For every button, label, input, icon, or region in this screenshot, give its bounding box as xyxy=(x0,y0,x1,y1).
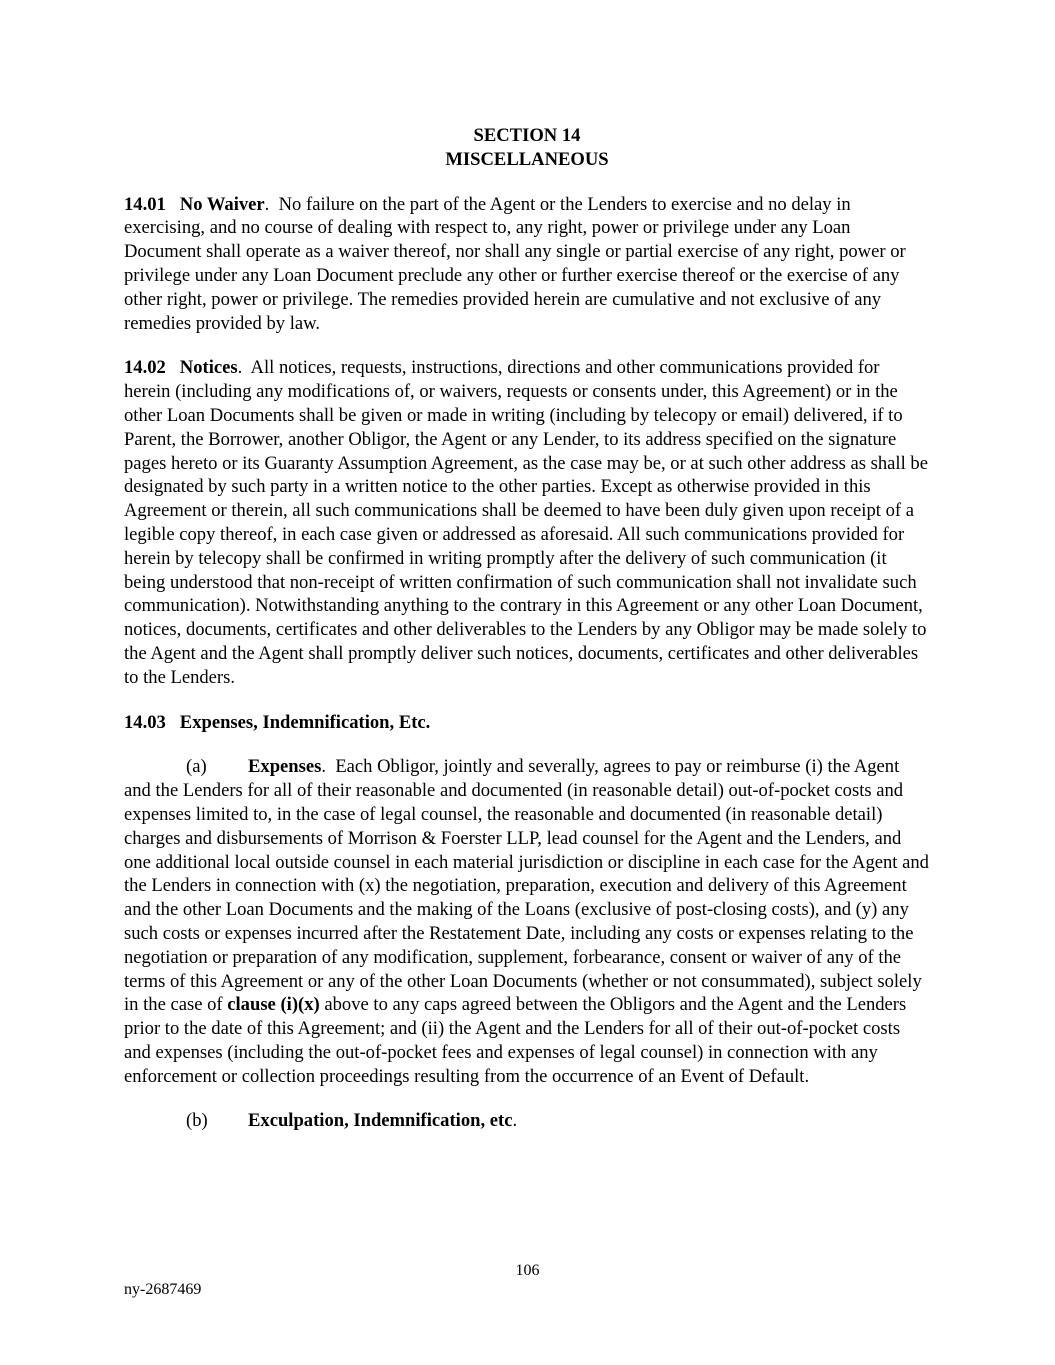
clause-a-clause-ref: clause (i)(x) xyxy=(227,994,320,1016)
section-14-02-number: 14.02 xyxy=(124,357,166,379)
section-14-03-title xyxy=(124,711,930,735)
clause-a-label: (a) xyxy=(186,756,207,778)
section-14-02-body: All notices, requests, instructions, directions and other communications provided for herein (including any modifications of, or waivers, requests or consents under, this Agreement) or in the other Loan Documents shall be given or made in writing (including by telecopy or email) delivered, if to Parent, the Borrower, another Obligor, the Agent or any Lender, to its address specified on the signature pages hereto or its Guaranty Assumption Agreement, as the case may be, or at such other address as shall be designated by such party in a written notice to the other parties. Except as otherwise provided in this Agreement or therein, all such communications shall be deemed to have been duly given upon receipt of a legible copy thereof, in each case given or addressed as aforesaid. All such communications provided for herein by telecopy shall be confirmed in writing promptly after the delivery of such communication (it being understood that non-receipt of written confirmation of such communication shall not invalidate such communication). Notwithstanding anything to the contrary in this Agreement or any other Loan Document, notices, documents, certificates and other deliverables to the Lenders by any Obligor may be made solely to the Agent and the Agent shall promptly deliver such notices, documents, certificates and other deliverables to the Lenders. xyxy=(124,357,928,688)
section-14-03-number: 14.03 xyxy=(124,711,166,733)
section-14-01-heading: No Waiver xyxy=(179,193,265,215)
section-14-03-heading: Expenses, Indemnification, Etc. xyxy=(179,711,431,733)
section-14-01-number: 14.01 xyxy=(124,193,166,215)
clause-b-label: (b) xyxy=(186,1110,208,1132)
clause-b-heading: Exculpation, Indemnification, etc xyxy=(248,1110,513,1132)
section-number: SECTION 14 xyxy=(473,125,581,146)
section-14-02-heading: Notices xyxy=(179,357,238,379)
clause-a-heading: Expenses xyxy=(248,756,322,778)
clause-a-body-after: above to any caps agreed between the Obligors and the Agent and the Lenders prior to the date of this Agreement; and (ii) the Agent and the Lenders for all of their out-of-pocket costs and expenses (including the out-of-pocket fees and expenses of legal counsel) in connection with any enforcement or collection proceedings resulting from the occurrence of an Event of Default. xyxy=(124,994,907,1087)
section-title: MISCELLANEOUS xyxy=(445,148,609,170)
section-14-01: 14.01 No Waiver. No failure on the part of the Agent or the Lenders to exercise and no delay in exercising, and no course of dealing with respect to, any right, power or privilege under any Loan Document shall operate as a waiver thereof, nor shall any single or partial exercise of any right, power or privilege under any Loan Document preclude any other or further exercise thereof or the exercise of any other right, power or privilege. The remedies provided herein are cumulative and not exclusive of any remedies provided by law. xyxy=(124,193,906,334)
document-page xyxy=(124,124,930,1133)
section-14-02: 14.02 Notices. All notices, requests, instructions, directions and other communications provided for herein (including any modifications of, or waivers, requests or consents under, this Agreement) or in the other Loan Documents shall be given or made in writing (including by telecopy or email) delivered, if to Parent, the Borrower, another Obligor, the Agent or any Lender, to its address specified on the signature pages hereto or its Guaranty Assumption Agreement, as the case may be, or at such other address as shall be designated by such party in a written notice to the other parties. Except as otherwise provided in this Agreement or therein, all such communications shall be deemed to have been duly given upon receipt of a legible copy thereof, in each case given or addressed as aforesaid. All such communications provided for herein by telecopy shall be confirmed in writing promptly after the delivery of such communication (it being understood that non-receipt of written confirmation of such communication shall not invalidate such communication). Notwithstanding anything to the contrary in this Agreement or any other Loan Document, notices, documents, certificates and other deliverables to the Lenders by any Obligor may be made solely to the Agent and the Agent shall promptly deliver such notices, documents, certificates and other deliverables to the Lenders. xyxy=(124,357,928,688)
section-14-03-a: (a) Expenses. Each Obligor, jointly and severally, agrees to pay or reimburse (i) the Agent and the Lenders for all of their reasonable and documented (in reasonable detail) out-of-pocket costs and expenses limited to, in the case of legal counsel, the reasonable and documented (in reasonable detail) charges and disbursements of Morrison & Foerster LLP, lead counsel for the Agent and the Lenders, and one additional local outside counsel in each material jurisdiction or discipline in each case for the Agent and the Lenders in connection with (x) the negotiation, preparation, execution and delivery of this Agreement and the other Loan Documents and the making of the Loans (exclusive of post-closing costs), and (y) any such costs or expenses incurred after the Restatement Date, including any costs or expenses relating to the negotiation or preparation of any modification, supplement, forbearance, consent or waiver of any of the terms of this Agreement or any of the other Loan Documents (whether or not consummated), subject solely in the case of clause (i)(x) above to any caps agreed between the Obligors and the Agent and the Lenders prior to the date of this Agreement; and (ii) the Agent and the Lenders for all of their out-of-pocket costs and expenses (including the out-of-pocket fees and expenses of legal counsel) in connection with any enforcement or collection proceedings resulting from the occurrence of an Event of Default. xyxy=(124,756,929,1087)
section-14-03-b: (b) Exculpation, Indemnification, etc. xyxy=(186,1110,518,1132)
document-id: ny-2687469 xyxy=(124,1281,202,1298)
page-number: 106 xyxy=(515,1262,540,1279)
section-14-01-body: No failure on the part of the Agent or the Lenders to exercise and no delay in exercising, and no course of dealing with respect to, any right, power or privilege under any Loan Document shall operate as a waiver thereof, nor shall any single or partial exercise of any right, power or privilege under any Loan Document preclude any other or further exercise thereof or the exercise of any other right, power or privilege. The remedies provided herein are cumulative and not exclusive of any remedies provided by law. xyxy=(124,193,906,334)
clause-a-body-before: Each Obligor, jointly and severally, agrees to pay or reimburse (i) the Agent and the Lenders for all of their reasonable and documented (in reasonable detail) out-of-pocket costs and expenses limited to, in the case of legal counsel, the reasonable and documented (in reasonable detail) charges and disbursements of Morrison & Foerster LLP, lead counsel for the Agent and the Lenders, and one additional local outside counsel in each material jurisdiction or discipline in each case for the Agent and the Lenders in connection with (x) the negotiation, preparation, execution and delivery of this Agreement and the other Loan Documents and the making of the Loans (exclusive of post-closing costs), and (y) any such costs or expenses incurred after the Restatement Date, including any costs or expenses relating to the negotiation or preparation of any modification, supplement, forbearance, consent or waiver of any of the terms of this Agreement or any of the other Loan Documents (whether or not consummated), subject solely in the case of xyxy=(124,756,929,1016)
